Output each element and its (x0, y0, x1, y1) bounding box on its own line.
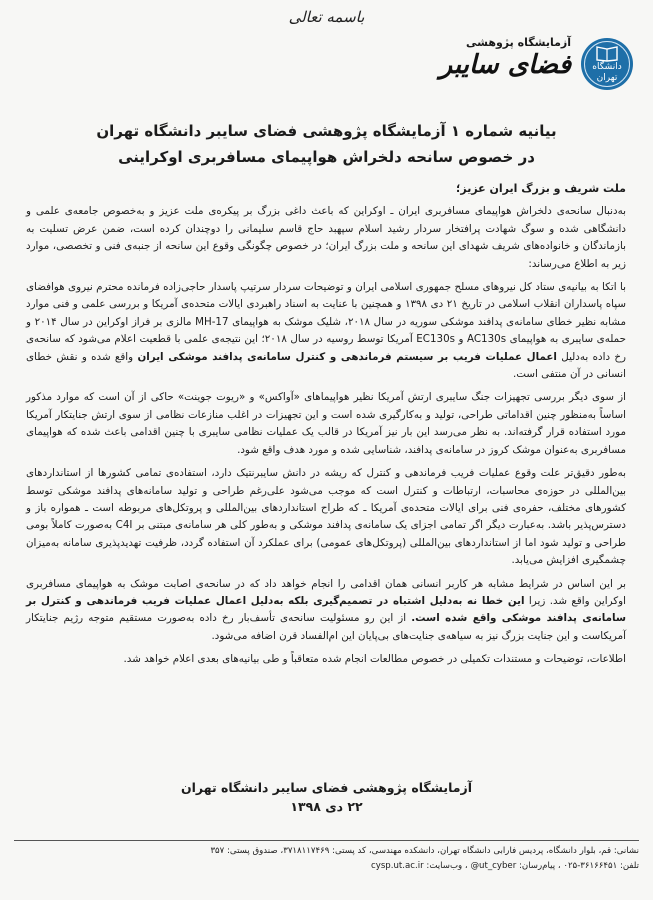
signature-block (150, 778, 503, 816)
paragraph-1: به‌دنبال سانحه‌ی دلخراش هواپیمای مسافربری ایران ـ اوکراین که باعث داغی بزرگ بر پیکره‌ی ملت عزیز و به‌خصوص جامعه‌ی علمی و دانشگاهی شده و سوگ شهادت پرافتخار سردار رشید اسلام سپهبد حاج قاسم سلیمانی را دوچندان کرده است، ضمن عرض تسلیت به بازماندگان و خانواده‌های شریف شهدای این سانحه و ملت بزرگ ایران؛ در خصوص چگونگی وقوع این سانحه از جنبه‌ی فنی و تخصصی، موارد زیر به اطلاع می‌رساند: (26, 205, 626, 270)
statement-body (26, 180, 626, 675)
signature-org: آزمایشگاه پژوهشی فضای سایبر دانشگاه تهران (180, 780, 473, 795)
paragraph-3: از سوی دیگر بررسی تجهیزات جنگ سایبری ارتش آمریکا نظیر هواپیماهای «آواکس» و «ریوت جوینت» حاکی از آن است که موارد مذکور اساساً به‌منظور چنین اقداماتی طراحی، تولید و به‌کارگیری شده است و این تجهیزات در اغلب منازعات نظامی از سوی ارتش جنایتکار آمریکا مورد استفاده قرار گرفته‌اند. به نظر می‌رسد این بار نیز آمریکا در قالب یک عملیات نظامی سایبری با چنین اقدامی باعث شده که هواپیمای مسافربری به‌عنوان موشک کروز در سامانه‌ی پدافند، شناسایی شده و مورد هدف واقع شود. (26, 391, 626, 456)
footer-contact-line: تلفن: ۳۶۱۶۶۴۵۱-۰۲۵ ، پیام‌رسان: ut_cyber@ ، وب‌سایت: cysp.ut.ac.ir (371, 861, 639, 871)
invocation-header: باسمه تعالی (288, 8, 365, 26)
lab-logo-wordmark: فضای سایبر (439, 50, 571, 80)
paragraph-4: به‌طور دقیق‌تر علت وقوع عملیات فریب فرماندهی و کنترل که ریشه در دانش سایبرنتیک دارد، استفاده‌ی تمامی کشورها از استانداردهای بین‌المللی در حوزه‌ی محاسبات، ارتباطات و کنترل است که موجب می‌شود علی‌رغم طراحی و تولید سامانه‌های پدافند موشکی توسط کشورهای مختلف، حفره‌ی فنی برای ایالات متحده‌ی آمریکا ـ که طراح استانداردهای بین‌المللی و پروتکل‌های مربوطه است ـ همواره باز و دسترس‌پذیر باشد. به‌عبارت دیگر اگر تمامی اجزای یک سامانه‌ی پدافند موشکی و به‌طور کلی هر سامانه‌ی مبتنی بر C4I به‌صورت کاملاً بومی طراحی و تولید شود اما از استانداردهای بین‌المللی (پروتکل‌های عمومی) برای عملکرد آن استفاده گردد، ظرفیت تهدیدپذیری سامانه به‌میزان چشمگیری افزایش می‌یابد. (26, 467, 626, 567)
lab-name: آزمایشگاه پژوهشی (466, 36, 571, 49)
footer-contact (14, 840, 639, 874)
title-line-2: در خصوص سانحه دلخراش هواپیمای مسافربری اوکراینی (118, 148, 535, 166)
salutation: ملت شریف و بزرگ ایران عزیز؛ (455, 182, 626, 195)
lab-logo (413, 32, 633, 94)
university-seal-icon: دانشگاه تهران (581, 38, 633, 90)
title-line-1: بیانیه شماره ۱ آزمایشگاه پژوهشی فضای سایبر دانشگاه تهران (96, 122, 557, 140)
statement-title (40, 118, 613, 170)
signature-date: ۲۲ دی ۱۳۹۸ (290, 799, 363, 814)
footer-address: نشانی: قم، بلوار دانشگاه، پردیس فارابی دانشگاه تهران، دانشکده مهندسی، کد پستی: ۳۷۱۸۱۱۷۴۶۹، صندوق پستی: ۳۵۷ (210, 846, 639, 856)
paragraph-6: اطلاعات، توضیحات و مستندات تکمیلی در خصوص مطالعات انجام شده متعاقباً و طی بیانیه‌های بعدی اعلام خواهد شد. (123, 653, 626, 666)
paragraph-5: بر این اساس در شرایط مشابه هر کاربر انسانی همان اقدامی را انجام خواهد داد که در سانحه‌ی اصابت موشک به هواپیمای مسافربری اوکراین واقع شد. زیرا این خطا نه به‌دلیل اشتباه در تصمیم‌گیری بلکه به‌دلیل اعمال عملیات فریب فرماندهی و کنترل بر سامانه‌ی پدافند موشکی واقع شده است. از این رو مسئولیت سانحه‌ی تأسف‌بار رخ داده به‌صورت مستقیم متوجه رژیم جنایتکار آمریکاست و این جنایت بزرگ نیز به سیاهه‌ی جنایت‌های بی‌پایان این ام‌الفساد قرن اضافه می‌شود. (26, 577, 627, 642)
paragraph-2: با اتکا به بیانیه‌ی ستاد کل نیروهای مسلح جمهوری اسلامی ایران و توضیحات سردار سرتیپ پاسدار حاجی‌زاده فرمانده محترم نیروی هوافضای سپاه پاسداران انقلاب اسلامی در تاریخ ۲۱ دی ۱۳۹۸ و همچنین با عنایت به اسناد راهبردی ایالات متحده‌ی آمریکا و بررسی علمی و فنی موارد مشابه نظیر خطای سامانه‌ی پدافند موشکی سوریه در سال ۲۰۱۸، شلیک موشک به هواپیمای MH-17 مالزی بر فراز اوکراین در سال ۲۰۱۴ و حمله‌ی سایبری به هواپیمای AC130s و EC130s آمریکا توسط روسیه در سال ۲۰۱۸؛ این نتیجه‌ی علمی با قطعیت اعلام می‌شود که سانحه‌ی رخ داده به‌دلیل اعمال عملیات فریب بر سیستم فرماندهی و کنترل سامانه‌ی پدافند موشکی ایران واقع شده و نقش خطای انسانی در آن منتفی است. (26, 281, 626, 381)
